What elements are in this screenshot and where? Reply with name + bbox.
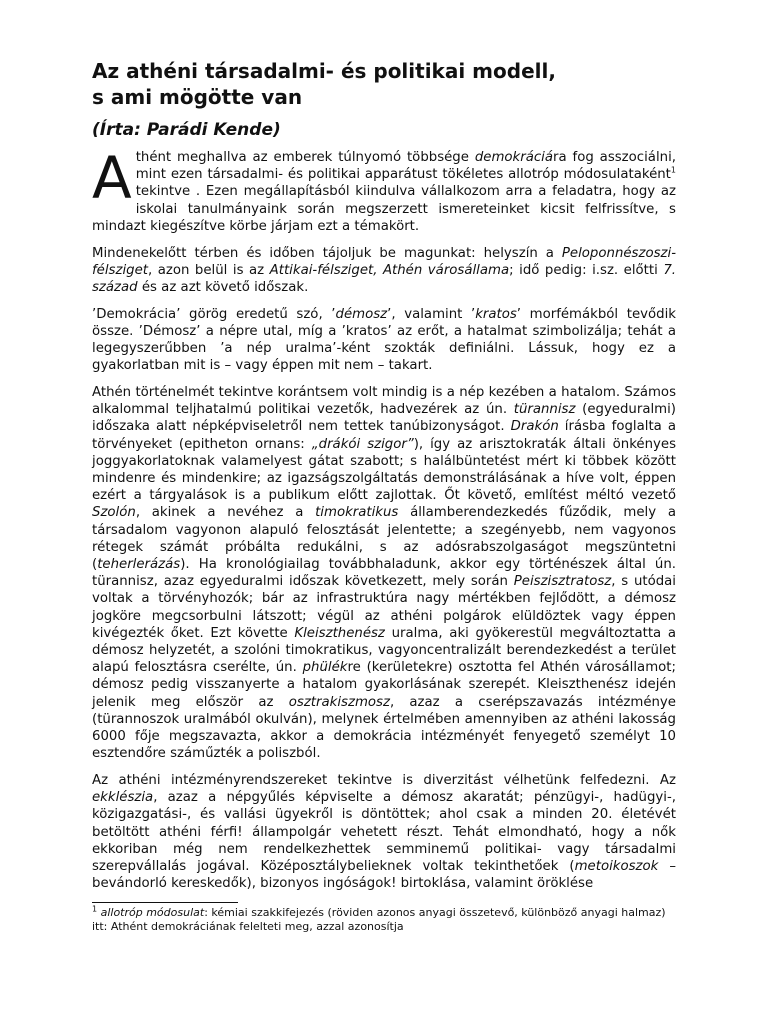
paragraph-history: Athén történelmét tekintve korántsem volt mindig is a nép kezében a hatalom. Számos alkalommal teljhatalmú politikai vezetők, hadvezérek az ún. türannisz (egyeduralmi) időszaka alatt népképviseletről nem tettek tanúbizonyságot. Drakón írásba foglalta a törvényeket (epitheton ornans: „drákói szigor”), így az arisztokraták általi önkényes joggyakorlatoknak valamelyest gátat szabott; s halálbüntetést mért ki többek között mindenre és mindenkire; az igazságszolgáltatás demonstrálásának a híve volt, éppen ezért a tárgyalások is a publikum előtt zajlottak. Őt követő, említést méltó vezető Szolón, akinek a nevéhez a timokratikus államberendezkedés fűződik, mely a társadalom vagyonon alapuló felosztását jelentette; a szegényebb, nem vagyonos rétegek számát próbálta redukálni, s az adósrabszolgaságot megszüntetni (teherlerázás). Ha kronológiailag továbbhaladunk, akkor egy történészek által ún. türannisz, azaz egyeduralmi időszak következett, mely során Peiszisztratosz, s utódai voltak a törvényhozók; bár az infrastruktúra nagy mértékben fejlődött, a démosz jogköre megcsorbulni látszott; végül az athéni polgárok elüldöztek vagy éppen kivégezték őket. Ezt követte Kleiszthenész uralma, aki gyökerestül megváltoztatta a démosz helyzetét, a szolóni timokratikus, vagyoncentralizált berendezkedést a terület alapú felosztásra cserélte, ún. phülékre (kerületekre) osztotta fel Athén városállamot; démosz pedig visszanyerte a hatalom gyakorlásának szerepét. Kleiszthenész idején jelenik meg először az osztrakiszmosz, azaz a cserépszavazás intézménye (türannoszok uralmából okulván), melynek értelmében amennyiben az athéni lakosság 6000 fője megszavazta, akkor a demokrácia intézményét fenyegető személyt 10 esztendőre száműzték a poliszból. [92,384,677,762]
document-page [92,58,676,934]
document-title [92,58,676,110]
title-line-1: Az athéni társadalmi- és politikai modell, [92,59,556,83]
footnote-1: $^1$ allotróp módosulat: kémiai szakkifejezés (röviden azonos anyagi összetevő, különböző anyagi halmaz) [92,904,666,919]
paragraph-intro: Athént meghallva az emberek túlnyomó többsége demokráciára fog asszociálni, mint ezen társadalmi- és politikai apparátust tökéletes allotróp módosulataként$^1$ tekintve . Ezen megállapításból kiindulva vállalkozom arra a feladatra, hogy az iskolai tanulmányaink során megszerzett ismereteinket kicsit felfrissítve, s mindazt kiegészítve körbe járjam ezt a témakört. [92,144,676,234]
footnote-divider [92,902,238,903]
footnotes [92,906,676,934]
footnote-ref: 1 [670,165,676,175]
paragraph-etymology: ’Demokrácia’ görög eredetű szó, ’démosz’, valamint ’kratos’ morfémákból tevődik össze. ’Démosz’ a népre utal, míg a ’kratos’ az erőt, a hatalmat szimbolizálja; tehát a legegyszerűbben ’a nép uralma’-ként szokták definiálni. Lássuk, hogy ez a gyakorlatban mit is – vagy éppen mit nem – takart. [92,306,676,374]
paragraph-institutions: Az athéni intézményrendszereket tekintve is diverzitást vélhetünk felfedezni. Az ekklészia, azaz a népgyűlés képviselte a démosz akaratát; pénzügyi-, hadügyi-, közigazgatási-, és vallási ügyekről is döntöttek; ahol csak a minden 20. életévét betöltött athéni férfi! állampolgár vehetett részt. Tehát elmondható, hogy a nők ekkoriban még nem rendelkezhettek semminemű politikai- vagy társadalmi szerepvállalás jogával. Középosztálybelieknek voltak tekinthetőek (metoikoszok – bevándorló kereskedők), bizonyos ingóságok! birtoklása, valamint öröklése [92,772,676,892]
title-line-2: s ami mögötte van [92,85,303,109]
author-line: (Írta: Parádi Kende) [92,120,281,140]
footnote-2: itt: Athént demokráciának felelteti meg, azzal azonosítja [92,919,404,933]
drop-cap: A [92,144,132,212]
paragraph-orientation: Mindenekelőtt térben és időben tájoljuk be magunkat: helyszín a Peloponnészoszi-félsziget, azon belül is az Attikai-félsziget, Athén városállama; idő pedig: i.sz. előtti 7. század és az azt követő időszak. [92,245,676,295]
